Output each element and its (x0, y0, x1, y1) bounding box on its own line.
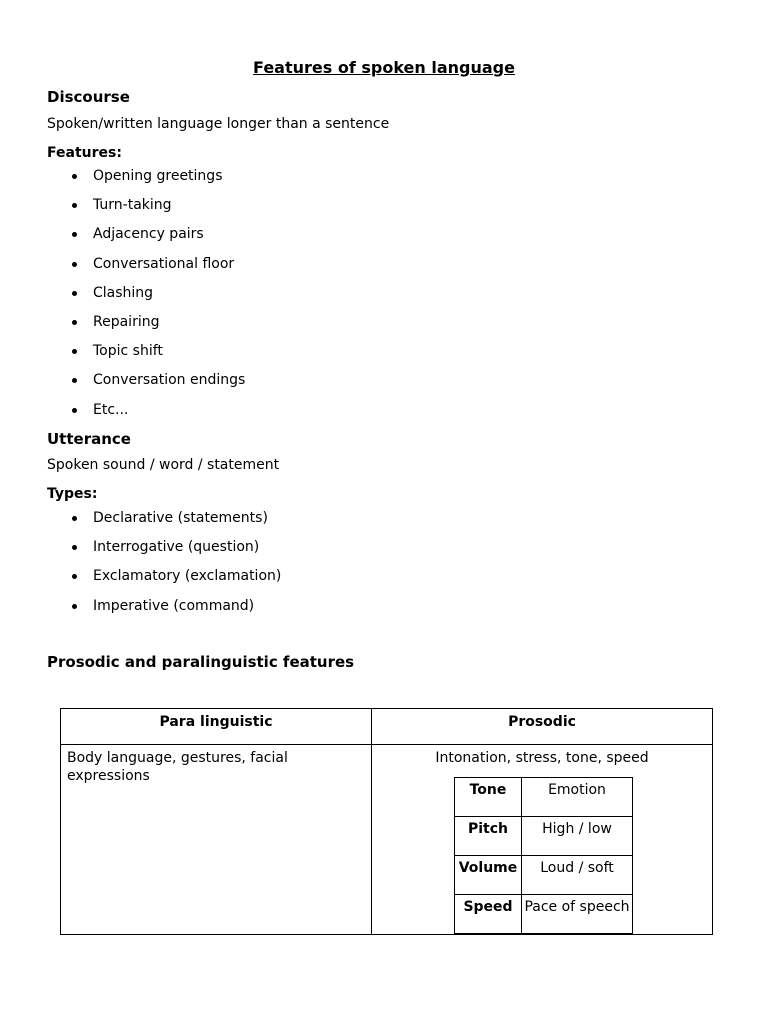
types-label: Types: (47, 486, 98, 502)
features-list (47, 166, 245, 429)
inner-key: Volume (455, 856, 522, 895)
inner-value: High / low (522, 817, 633, 856)
list-item: Interrogative (question) (47, 537, 281, 566)
utterance-heading: Utterance (47, 430, 131, 448)
inner-value: Pace of speech (522, 895, 633, 934)
inner-key: Pitch (455, 817, 522, 856)
list-item: Clashing (47, 283, 245, 312)
page-title: Features of spoken language (253, 58, 515, 77)
list-item: Etc... (47, 400, 245, 429)
table-row (61, 745, 713, 935)
inner-value: Loud / soft (522, 856, 633, 895)
prosodic-cell (372, 745, 713, 935)
col-header-para: Para linguistic (61, 709, 372, 745)
table-row (455, 778, 633, 817)
features-label: Features: (47, 145, 122, 161)
discourse-heading: Discourse (47, 88, 130, 106)
list-item: Topic shift (47, 341, 245, 370)
types-list (47, 508, 281, 625)
list-item: Conversation endings (47, 370, 245, 399)
table-header-row (61, 709, 713, 745)
prosodic-inner-table (454, 777, 633, 934)
prosodic-text: Intonation, stress, tone, speed (435, 750, 649, 766)
table-row (455, 895, 633, 934)
list-item: Turn-taking (47, 195, 245, 224)
table-row (455, 856, 633, 895)
list-item: Adjacency pairs (47, 224, 245, 253)
list-item: Imperative (command) (47, 596, 281, 625)
list-item: Conversational floor (47, 254, 245, 283)
table-row (455, 817, 633, 856)
list-item: Exclamatory (exclamation) (47, 566, 281, 595)
col-header-prosodic: Prosodic (372, 709, 713, 745)
list-item: Repairing (47, 312, 245, 341)
inner-value: Emotion (522, 778, 633, 817)
list-item: Opening greetings (47, 166, 245, 195)
features-table (60, 708, 713, 935)
para-cell (61, 745, 372, 935)
prosodic-heading: Prosodic and paralinguistic features (47, 653, 355, 671)
para-text: Body language, gestures, facial expressions (67, 750, 288, 784)
list-item: Declarative (statements) (47, 508, 281, 537)
utterance-definition: Spoken sound / word / statement (47, 457, 280, 473)
discourse-definition: Spoken/written language longer than a sentence (47, 116, 390, 132)
inner-key: Speed (455, 895, 522, 934)
inner-key: Tone (455, 778, 522, 817)
